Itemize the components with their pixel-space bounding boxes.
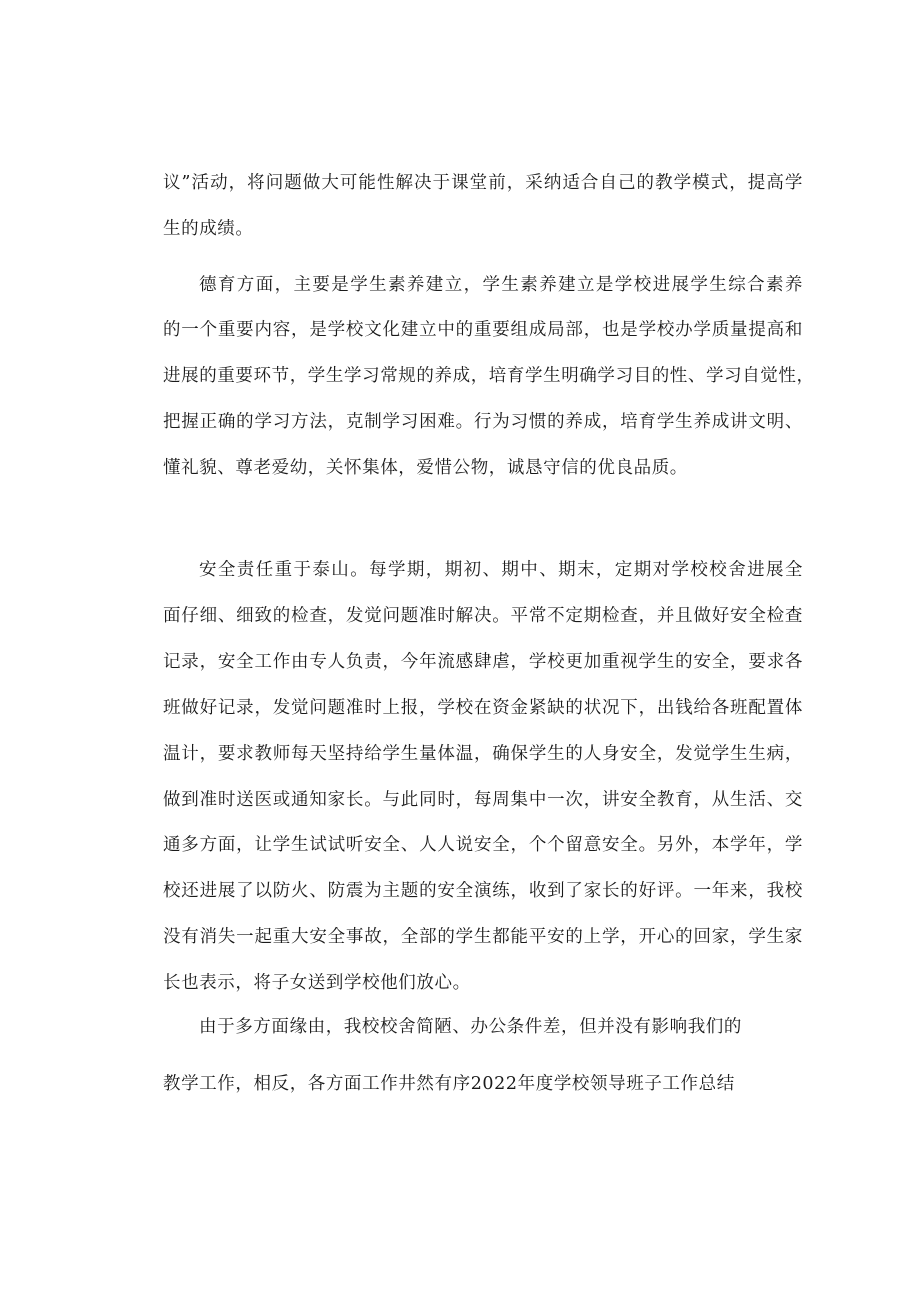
text-line: 议”活动，将问题做大可能性解决于课堂前，采纳适合自己的教学模式，提高学 xyxy=(163,173,803,193)
text-line: 教学工作，相反，各方面工作井然有序2022年度学校领导班子工作总结 xyxy=(163,1074,735,1094)
text-line: 生的成绩。 xyxy=(163,219,254,239)
text-line: 做到准时送医或通知家长。与此同时，每周集中一次，讲安全教育，从生活、交 xyxy=(163,790,803,810)
text-line: 的一个重要内容，是学校文化建立中的重要组成局部，也是学校办学质量提高和 xyxy=(163,320,803,340)
text-line: 温计，要求教师每天坚持给学生量体温，确保学生的人身安全，发觉学生生病， xyxy=(163,744,803,764)
paragraph-first-line: 安全责任重于泰山。每学期，期初、期中、期末，定期对学校校舍进展全 xyxy=(199,560,803,580)
text-line: 班做好记录，发觉问题准时上报，学校在资金紧缺的状况下，出钱给各班配置体 xyxy=(163,698,803,718)
text-line: 懂礼貌、尊老爱幼，关怀集体，爱惜公物，诚恳守信的优良品质。 xyxy=(163,458,688,478)
text-line: 进展的重要环节，学生学习常规的养成，培育学生明确学习目的性、学习自觉性， xyxy=(163,366,815,386)
text-line: 没有消失一起重大安全事故，全部的学生都能平安的上学，开心的回家，学生家 xyxy=(163,927,803,947)
text-line: 记录，安全工作由专人负责，今年流感肆虐，学校更加重视学生的安全，要求各 xyxy=(163,652,803,672)
text-line: 长也表示，将子女送到学校他们放心。 xyxy=(163,973,471,993)
text-line: 把握正确的学习方法，克制学习困难。行为习惯的养成，培育学生养成讲文明、 xyxy=(163,412,803,432)
paragraph-first-line: 由于多方面缘由，我校校舍简陋、办公条件差，但并没有影响我们的 xyxy=(199,1017,742,1037)
paragraph-first-line: 德育方面，主要是学生素养建立，学生素养建立是学校进展学生综合素养 xyxy=(199,275,803,295)
text-line: 通多方面，让学生试试听安全、人人说安全，个个留意安全。另外，本学年，学 xyxy=(163,835,803,855)
text-line: 面仔细、细致的检查，发觉问题准时解决。平常不定期检查，并且做好安全检查 xyxy=(163,606,803,626)
text-line: 校还进展了以防火、防震为主题的安全演练，收到了家长的好评。一年来，我校 xyxy=(163,881,803,901)
